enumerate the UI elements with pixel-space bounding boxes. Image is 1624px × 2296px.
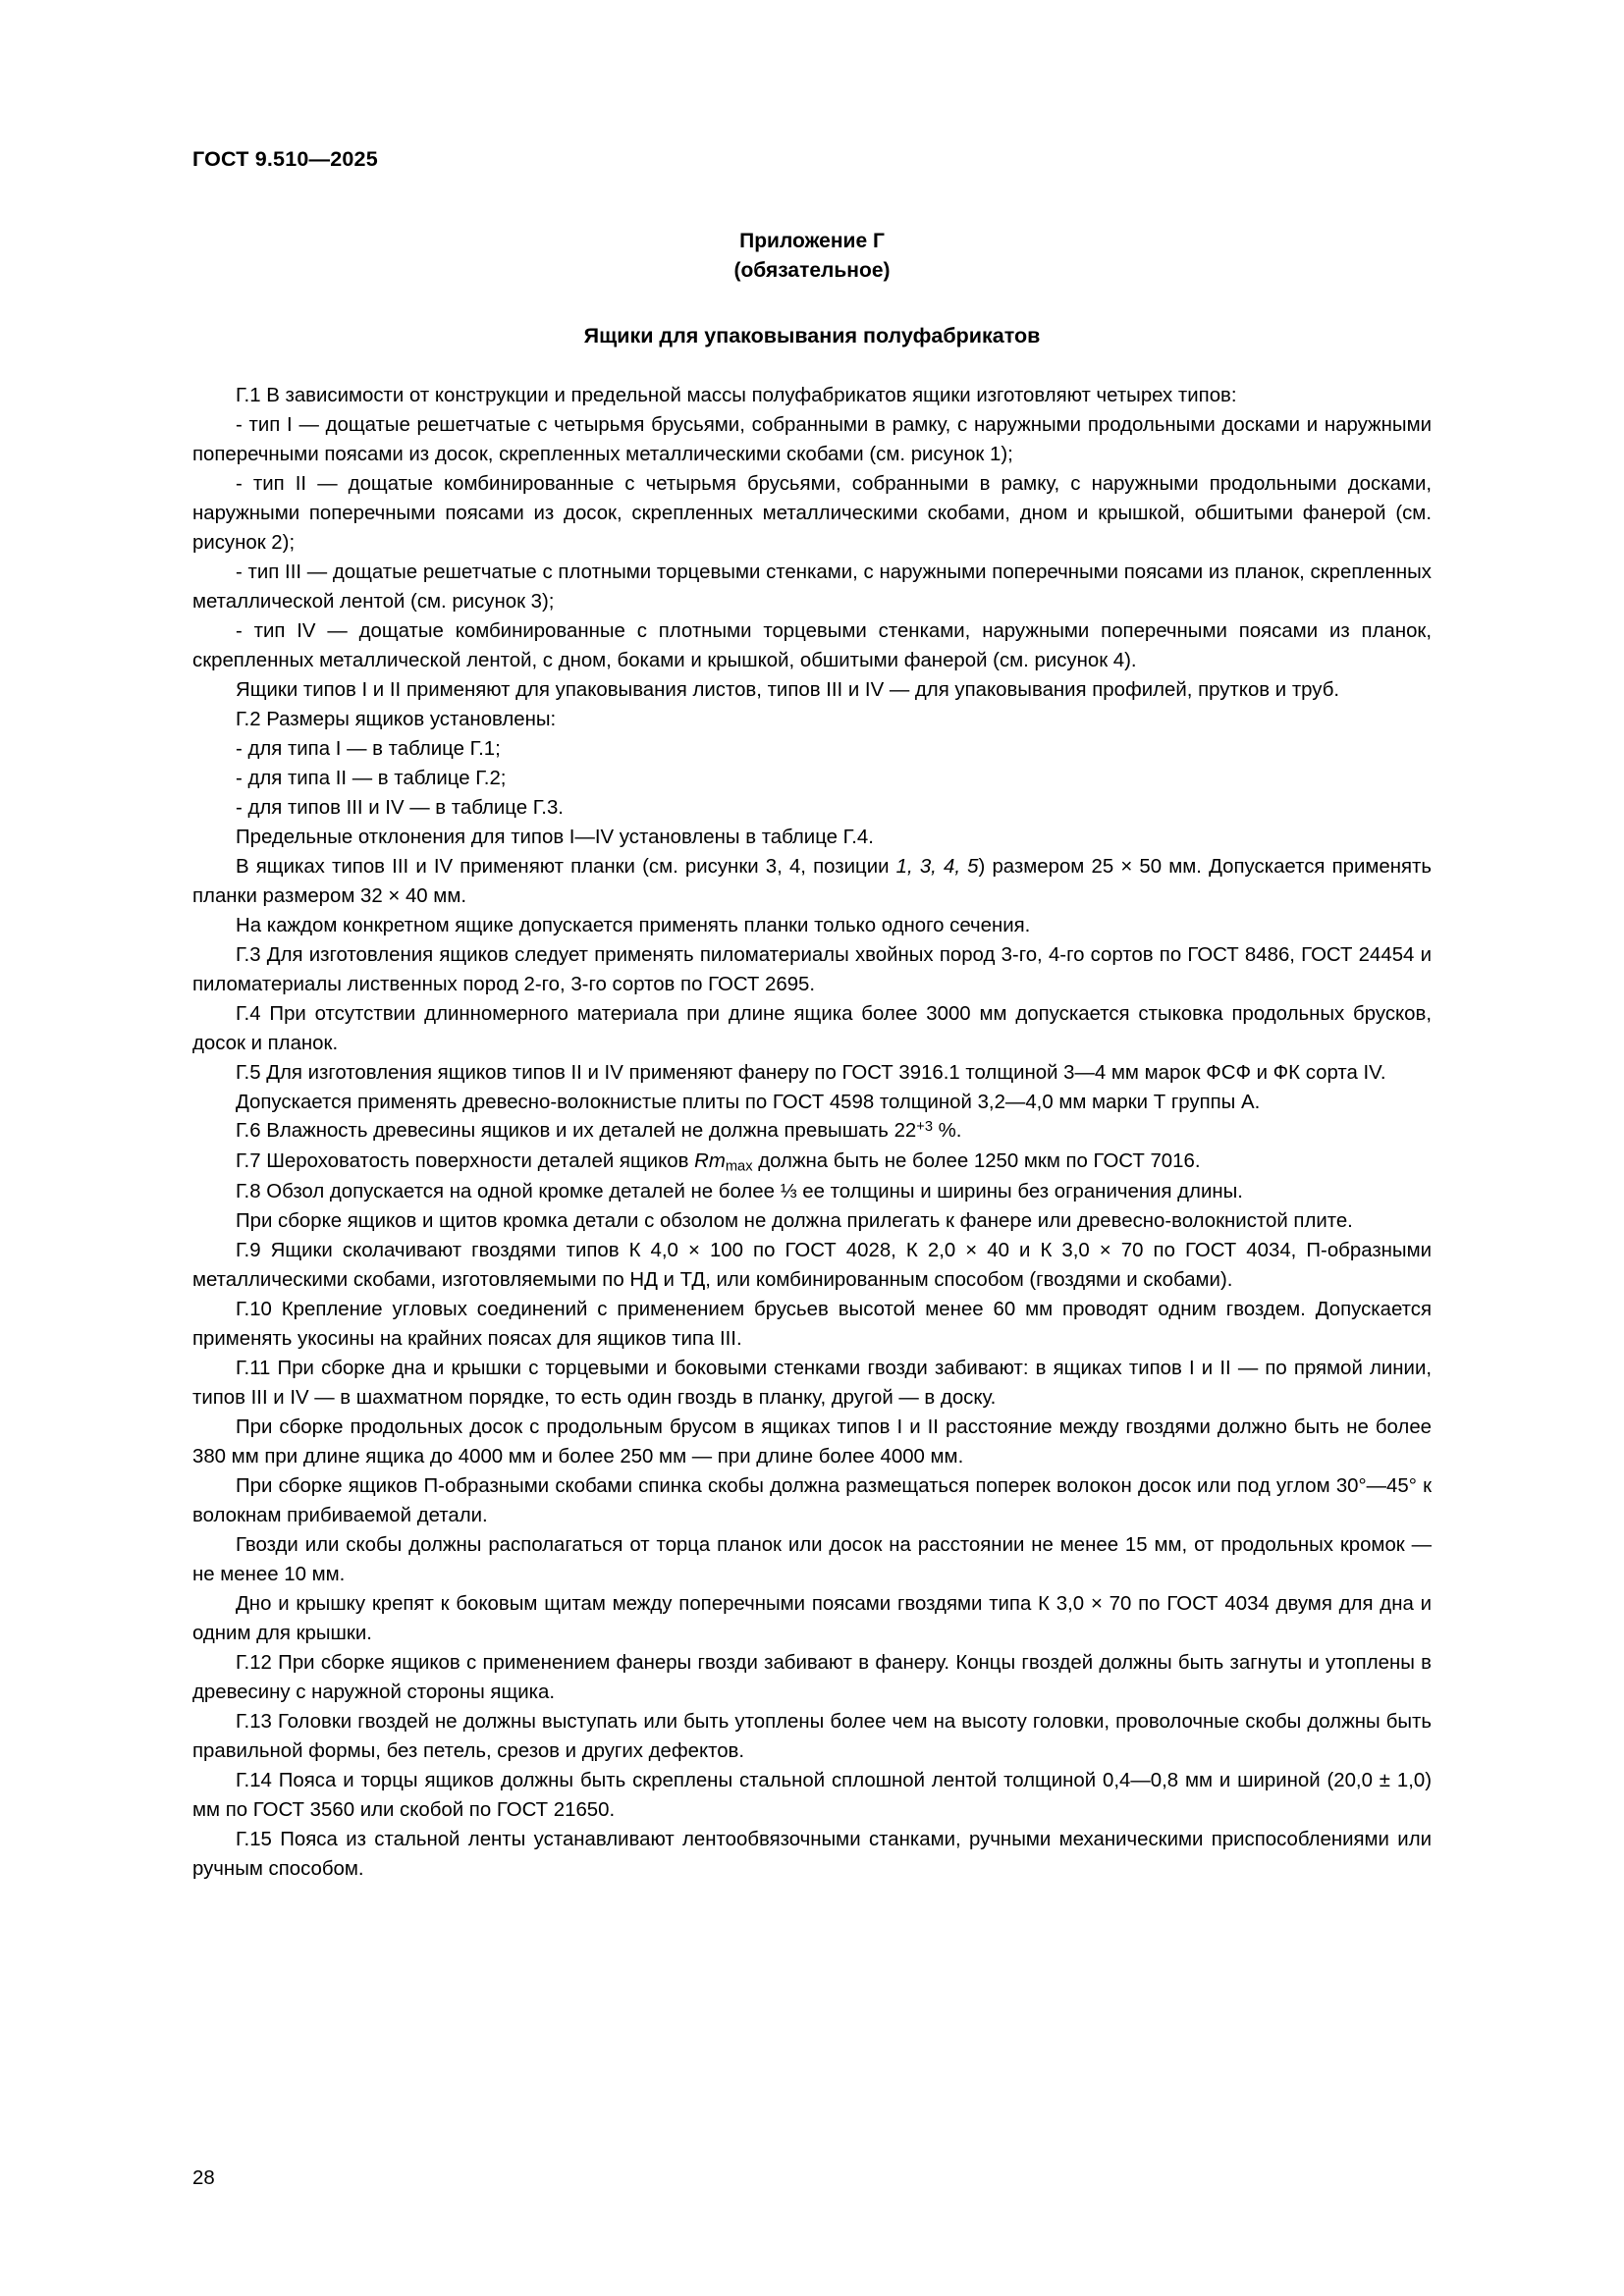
paragraph-g1: Г.1 В зависимости от конструкции и предельной массы полуфабрикатов ящики изготовляют четырех типов: (236, 384, 1237, 406)
paragraph-type-4: - тип IV — дощатые комбинированные с плотными торцевыми стенками, наружными поперечными поясами из планок, скрепленных металлической лентой, с дном, боками и крышкой, обшитыми фанерой (см. рисунок 4). (192, 619, 1433, 671)
moisture-superscript: +3 (916, 1119, 933, 1136)
moisture-text-a: Г.6 Влажность древесины ящиков и их деталей не должна превышать 22 (236, 1120, 917, 1143)
paragraph-bottom-lid: Дно и крышку крепят к боковым щитам между поперечными поясами гвоздями типа К 3,0 × 70 по ГОСТ 4034 двумя для дна и одним для крышки. (192, 1592, 1432, 1644)
paragraph-type-1: - тип I — дощатые решетчатые с четырьмя брусьями, собранными в рамку, с наружными продольными досками и наружными поперечными поясами из досок, скрепленных металлическими скобами (см. рисунок 1); (192, 413, 1432, 465)
paragraph-g9: Г.9 Ящики сколачивают гвоздями типов К 4,0 × 100 по ГОСТ 4028, К 2,0 × 40 и К 3,0 × 70 по ГОСТ 4034, П-образными металлическими скобами, изготовляемыми по НД и ТД, или комбинированным способом (гвоздями и скобами). (192, 1239, 1432, 1291)
paragraph-g12: Г.12 При сборке ящиков с применением фанеры гвозди забивают в фанеру. Концы гвоздей должны быть загнуты и утоплены в древесину с наружной стороны ящика. (192, 1651, 1432, 1703)
planks-positions: 1, 3, 4, 5 (895, 855, 979, 878)
paragraph-g3: Г.3 Для изготовления ящиков следует применять пиломатериалы хвойных пород 3-го, 4-го сортов по ГОСТ 8486, ГОСТ 24454 и пиломатериалы лиственных пород 2-го, 3-го сортов по ГОСТ 2695. (192, 943, 1432, 995)
paragraph-g15: Г.15 Пояса из стальной ленты устанавливают лентообвязочными станками, ручными механическими приспособлениями или ручным способом. (192, 1828, 1432, 1880)
paragraph-g10: Г.10 Крепление угловых соединений с применением брусьев высотой менее 60 мм проводят одним гвоздем. Допускается применять укосины на крайних поясах для ящиков типа III. (192, 1298, 1432, 1350)
paragraph-g4: Г.4 При отсутствии длинномерного материала при длине ящика более 3000 мм допускается стыковка продольных брусков, досок и планок. (192, 1002, 1432, 1054)
roughness-symbol: Rm (694, 1149, 726, 1172)
roughness-subscript: max (725, 1158, 753, 1175)
paragraph-table-g4: Предельные отклонения для типов I—IV установлены в таблице Г.4. (236, 826, 874, 848)
paragraph-nail-distance: Гвозди или скобы должны располагаться от торца планок или досок на расстоянии не менее 15 мм, от продольных кромок — не менее 10 мм. (192, 1533, 1432, 1585)
paragraph-table-g2: - для типа II — в таблице Г.2; (236, 767, 507, 789)
moisture-text-b: %. (932, 1120, 962, 1143)
paragraph-g6 (192, 1117, 1432, 1147)
page-number: 28 (192, 2167, 215, 2189)
document-header: ГОСТ 9.510—2025 (192, 147, 378, 171)
paragraph-usage: Ящики типов I и II применяют для упаковывания листов, типов III и IV — для упаковывания профилей, прутков и труб. (236, 678, 1340, 701)
paragraph-nail-spacing: При сборке продольных досок с продольным брусом в ящиках типов I и II расстояние между гвоздями должно быть не более 380 мм при длине ящика до 4000 мм и более 250 мм — при длине более 4000 мм. (192, 1415, 1432, 1468)
paragraph-single-section: На каждом конкретном ящике допускается применять планки только одного сечения. (236, 914, 1031, 936)
planks-text-b: ) размером 25 × 50 мм. Допускается применять планки размером 32 × 40 мм. (192, 855, 1432, 907)
annex-title-block (192, 227, 1432, 287)
paragraph-table-g1: - для типа I — в таблице Г.1; (236, 737, 501, 760)
paragraph-type-2: - тип II — дощатые комбинированные с четырьмя брусьями, собранными в рамку, с наружными продольными досками, наружными поперечными поясами из досок, скрепленных металлическими скобами, дном и крышкой, обшитыми фанерой (см. рисунок 2); (192, 472, 1432, 554)
paragraph-g8: Г.8 Обзол допускается на одной кромке деталей не более ⅓ ее толщины и ширины без ограничения длины. (236, 1180, 1243, 1202)
paragraph-planks (192, 853, 1432, 912)
paragraph-g14: Г.14 Пояса и торцы ящиков должны быть скреплены стальной сплошной лентой толщиной 0,4—0,8 мм и шириной (20,0 ± 1,0) мм по ГОСТ 3560 или скобой по ГОСТ 21650. (192, 1769, 1432, 1821)
paragraph-fiberboard: Допускается применять древесно-волокнистые плиты по ГОСТ 4598 толщиной 3,2—4,0 мм марки Т группы А. (236, 1091, 1261, 1113)
paragraph-assembly-edge: При сборке ящиков и щитов кромка детали с обзолом не должна прилегать к фанере или древесно-волокнистой плите. (236, 1209, 1353, 1232)
paragraph-g13: Г.13 Головки гвоздей не должны выступать или быть утоплены более чем на высоту головки, проволочные скобы должны быть правильной формы, без петель, срезов и других дефектов. (192, 1710, 1432, 1762)
roughness-text-b: должна быть не более 1250 мкм по ГОСТ 7016. (752, 1149, 1201, 1172)
paragraph-g11: Г.11 При сборке дна и крышки с торцевыми и боковыми стенками гвозди забивают: в ящиках типов I и II — по прямой линии, типов III и IV — в шахматном порядке, то есть один гвоздь в планку, другой — в доску. (192, 1357, 1432, 1409)
paragraph-g5: Г.5 Для изготовления ящиков типов II и IV применяют фанеру по ГОСТ 3916.1 толщиной 3—4 мм марок ФСФ и ФК сорта IV. (236, 1061, 1386, 1084)
paragraph-type-3: - тип III — дощатые решетчатые с плотными торцевыми стенками, с наружными поперечными поясами из планок, скрепленных металлической лентой (см. рисунок 3); (192, 561, 1432, 613)
paragraph-staple-direction: При сборке ящиков П-образными скобами спинка скобы должна размещаться поперек волокон досок или под углом 30°—45° к волокнам прибиваемой детали. (192, 1474, 1432, 1526)
paragraph-g7 (192, 1148, 1432, 1178)
paragraph-table-g3: - для типов III и IV — в таблице Г.3. (236, 796, 564, 819)
section-heading: Ящики для упаковывания полуфабрикатов (583, 323, 1041, 347)
planks-text-a: В ящиках типов III и IV применяют планки (см. рисунки 3, 4, позиции (236, 855, 896, 878)
roughness-text-a: Г.7 Шероховатость поверхности деталей ящиков (236, 1149, 695, 1172)
annex-subtitle: (обязательное) (733, 259, 891, 283)
paragraph-g2: Г.2 Размеры ящиков установлены: (236, 708, 557, 730)
annex-title: Приложение Г (739, 230, 885, 252)
